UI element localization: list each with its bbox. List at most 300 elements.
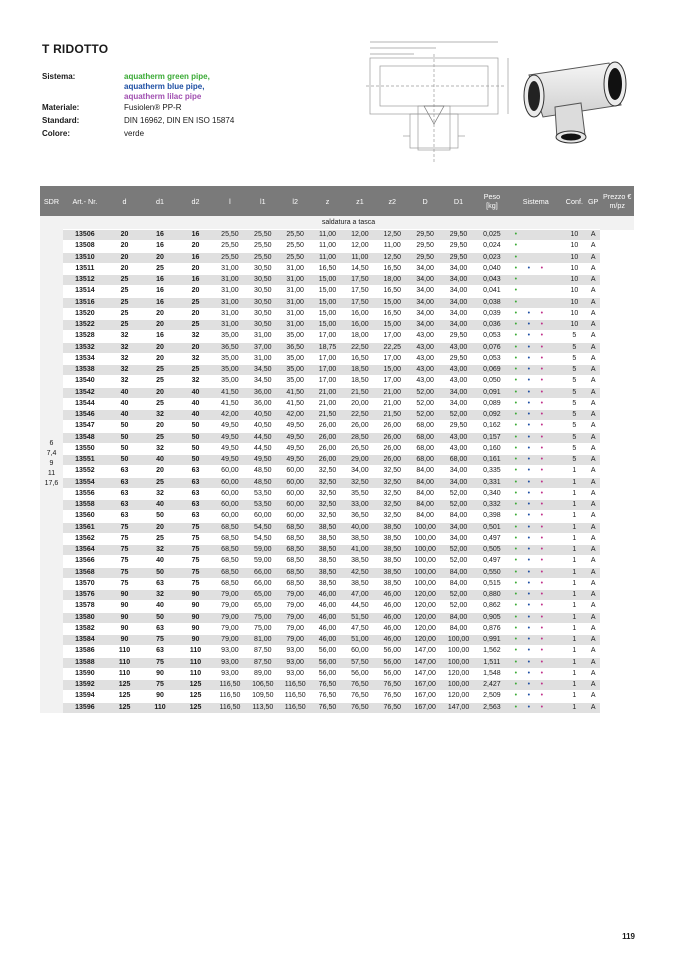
cell: 100,00 <box>408 522 441 533</box>
cell: 56,00 <box>376 657 408 668</box>
cell: 13548 <box>63 432 107 443</box>
cell: 29,00 <box>344 455 376 466</box>
blue-dot: • <box>527 343 531 351</box>
cell: 1 <box>563 635 586 646</box>
cell: 76,50 <box>376 702 408 713</box>
cell: 32,50 <box>376 488 408 499</box>
cell: 0,162 <box>475 421 508 432</box>
cell: 50 <box>178 421 213 432</box>
cell: 125 <box>178 702 213 713</box>
cell: 32 <box>107 353 142 364</box>
cell: 13562 <box>63 533 107 544</box>
cell: 13561 <box>63 522 107 533</box>
header-10: z2 <box>376 186 408 216</box>
cell: 1 <box>563 668 586 679</box>
cell: 0,505 <box>475 545 508 556</box>
cell: 31,00 <box>247 331 279 342</box>
table-row <box>40 500 634 511</box>
cell: 31,00 <box>213 297 246 308</box>
lilac-dot: • <box>540 264 544 272</box>
cell: 0,332 <box>475 500 508 511</box>
cell: 13544 <box>63 398 107 409</box>
lilac-dot: • <box>540 669 544 677</box>
cell: 120,00 <box>408 601 441 612</box>
cell: 68,50 <box>213 533 246 544</box>
table-row <box>40 635 634 646</box>
cell: 11,00 <box>376 241 408 252</box>
table-row <box>40 567 634 578</box>
cell: A <box>586 500 601 511</box>
system-dots <box>509 252 563 263</box>
system-dots <box>509 398 563 409</box>
cell: 1 <box>563 556 586 567</box>
sdr-value: 11 <box>47 470 56 478</box>
cell: 38,50 <box>376 556 408 567</box>
cell: 25,50 <box>213 230 246 241</box>
cell: 60,00 <box>213 511 246 522</box>
lilac-dot: • <box>540 422 544 430</box>
cell: A <box>586 635 601 646</box>
lilac-dot: • <box>540 647 544 655</box>
lilac-dot: • <box>540 703 544 711</box>
table-row <box>40 668 634 679</box>
cell: A <box>586 387 601 398</box>
cell: 110 <box>107 646 142 657</box>
cell: 5 <box>563 421 586 432</box>
cell: 13552 <box>63 466 107 477</box>
cell: 31,00 <box>279 297 311 308</box>
cell: 1 <box>563 702 586 713</box>
cell: 17,00 <box>311 331 343 342</box>
cell: A <box>586 556 601 567</box>
cell: 25 <box>142 376 177 387</box>
cell: 76,50 <box>311 702 343 713</box>
cell: 68,50 <box>213 522 246 533</box>
cell: 0,905 <box>475 612 508 623</box>
cell: 30,50 <box>247 275 279 286</box>
table-row <box>40 702 634 713</box>
cell: 0,161 <box>475 455 508 466</box>
green-dot: • <box>514 231 518 239</box>
system-dots <box>509 488 563 499</box>
cell: 30,50 <box>247 320 279 331</box>
cell: 100,00 <box>442 680 475 691</box>
cell: 21,00 <box>311 398 343 409</box>
standard-value: DIN 16962, DIN EN ISO 15874 <box>124 116 235 125</box>
system-dots <box>509 702 563 713</box>
cell: 46,00 <box>311 635 343 646</box>
table-row <box>40 320 634 331</box>
cell: 52,00 <box>442 488 475 499</box>
cell: A <box>586 533 601 544</box>
cell: 29,50 <box>408 252 441 263</box>
lilac-dot: • <box>540 602 544 610</box>
cell: 34,00 <box>408 320 441 331</box>
green-dot: • <box>514 298 518 306</box>
cell: 13590 <box>63 668 107 679</box>
cell: 120,00 <box>408 590 441 601</box>
cell: 52,00 <box>408 398 441 409</box>
header-7: l2 <box>279 186 311 216</box>
cell: 63 <box>178 477 213 488</box>
blue-dot: • <box>527 501 531 509</box>
blue-dot: • <box>527 366 531 374</box>
cell: 32 <box>107 376 142 387</box>
cell: 13540 <box>63 376 107 387</box>
green-dot: • <box>514 692 518 700</box>
cell: 35,50 <box>344 488 376 499</box>
cell: 10 <box>563 320 586 331</box>
cell: 16 <box>178 230 213 241</box>
cell: 46,00 <box>376 601 408 612</box>
table-row <box>40 533 634 544</box>
cell: 0,091 <box>475 387 508 398</box>
cell: 20 <box>142 252 177 263</box>
system-dots <box>509 590 563 601</box>
cell: 25 <box>107 297 142 308</box>
lilac-dot: • <box>540 399 544 407</box>
cell: 20 <box>142 522 177 533</box>
cell: 5 <box>563 432 586 443</box>
green-dot: • <box>514 703 518 711</box>
cell: 13542 <box>63 387 107 398</box>
cell: 13564 <box>63 545 107 556</box>
cell: 13554 <box>63 477 107 488</box>
table-row <box>40 623 634 634</box>
cell: 15,00 <box>311 275 343 286</box>
cell: 29,50 <box>408 241 441 252</box>
cell: 90 <box>107 635 142 646</box>
cell: 38,50 <box>344 533 376 544</box>
cell: 68,00 <box>408 432 441 443</box>
green-dot: • <box>514 523 518 531</box>
cell: 29,50 <box>442 252 475 263</box>
cell: A <box>586 432 601 443</box>
cell: 43,00 <box>442 365 475 376</box>
cell: A <box>586 511 601 522</box>
blue-dot: • <box>527 309 531 317</box>
green-dot: • <box>514 242 518 250</box>
cell: A <box>586 365 601 376</box>
cell: 26,00 <box>376 455 408 466</box>
cell: 60,00 <box>247 511 279 522</box>
cell: 75 <box>107 567 142 578</box>
cell: 110 <box>178 668 213 679</box>
cell: 0,053 <box>475 331 508 342</box>
cell: A <box>586 477 601 488</box>
cell: 1 <box>563 466 586 477</box>
lilac-dot: • <box>540 388 544 396</box>
cell: 32 <box>142 545 177 556</box>
cell: 116,50 <box>213 680 246 691</box>
cell: 25,50 <box>279 230 311 241</box>
cell: 13511 <box>63 263 107 274</box>
cell: 93,00 <box>279 657 311 668</box>
cell: 13520 <box>63 308 107 319</box>
table-row <box>40 443 634 454</box>
cell: 84,00 <box>408 511 441 522</box>
lilac-dot: • <box>540 523 544 531</box>
cell: 44,50 <box>247 443 279 454</box>
cell: 76,50 <box>344 691 376 702</box>
sdr-cell <box>40 216 63 713</box>
cell: 76,50 <box>376 691 408 702</box>
table-row <box>40 488 634 499</box>
lilac-dot: • <box>540 624 544 632</box>
table-row <box>40 556 634 567</box>
cell: 59,00 <box>247 556 279 567</box>
header-0: SDR <box>40 186 63 216</box>
cell: 17,00 <box>311 365 343 376</box>
cell: 42,00 <box>213 410 246 421</box>
cell: 60,00 <box>279 488 311 499</box>
cell: 13514 <box>63 286 107 297</box>
cell: 11,00 <box>344 252 376 263</box>
cell: 36,00 <box>247 387 279 398</box>
blue-dot: • <box>527 456 531 464</box>
cell: 50 <box>107 421 142 432</box>
cell: 0,340 <box>475 488 508 499</box>
cell: 34,00 <box>408 297 441 308</box>
cell: 90 <box>107 601 142 612</box>
cell: 75 <box>178 578 213 589</box>
cell: 120,00 <box>408 635 441 646</box>
system-dots <box>509 342 563 353</box>
cell: A <box>586 331 601 342</box>
cell: 44,50 <box>344 601 376 612</box>
green-dot: • <box>514 411 518 419</box>
cell: 34,00 <box>408 263 441 274</box>
cell: 25 <box>142 263 177 274</box>
cell: 66,00 <box>247 578 279 589</box>
system-dots <box>509 443 563 454</box>
cell: 5 <box>563 398 586 409</box>
blue-dot: • <box>527 636 531 644</box>
cell: 50 <box>142 567 177 578</box>
cell: 32 <box>142 488 177 499</box>
cell: 93,00 <box>279 668 311 679</box>
cell: 5 <box>563 365 586 376</box>
system-dots <box>509 230 563 241</box>
blue-dot: • <box>527 478 531 486</box>
blue-dot: • <box>527 354 531 362</box>
cell: 13551 <box>63 455 107 466</box>
cell: 60,00 <box>213 500 246 511</box>
sdr-value: 9 <box>49 460 54 468</box>
cell: 90 <box>178 623 213 634</box>
cell: 0,041 <box>475 286 508 297</box>
cell: 32,50 <box>311 511 343 522</box>
cell: 13578 <box>63 601 107 612</box>
cell: 25,50 <box>213 252 246 263</box>
blue-dot: • <box>527 568 531 576</box>
cell: 52,00 <box>442 410 475 421</box>
cell: 63 <box>142 578 177 589</box>
cell: 40,50 <box>247 421 279 432</box>
cell: 35,00 <box>279 365 311 376</box>
system-dots <box>509 533 563 544</box>
cell: 50 <box>107 432 142 443</box>
cell: 35,00 <box>213 365 246 376</box>
blue-dot: • <box>527 669 531 677</box>
cell: 46,00 <box>311 601 343 612</box>
cell: 63 <box>107 466 142 477</box>
cell: 90 <box>142 691 177 702</box>
cell: 49,50 <box>279 432 311 443</box>
cell: 2,427 <box>475 680 508 691</box>
cell: 11,00 <box>311 230 343 241</box>
cell: 60,00 <box>213 488 246 499</box>
cell: 87,50 <box>247 646 279 657</box>
cell: 16,50 <box>376 286 408 297</box>
cell: 42,50 <box>344 567 376 578</box>
cell: 32 <box>142 590 177 601</box>
table-row <box>40 511 634 522</box>
cell: 49,50 <box>279 421 311 432</box>
green-dot: • <box>514 658 518 666</box>
cell: 15,00 <box>376 320 408 331</box>
cell: 0,039 <box>475 308 508 319</box>
cell: 43,00 <box>442 376 475 387</box>
cell: A <box>586 443 601 454</box>
cell: 13528 <box>63 331 107 342</box>
cell: 34,00 <box>408 275 441 286</box>
cell: 120,00 <box>408 623 441 634</box>
cell: 31,00 <box>279 320 311 331</box>
system-blue: aquatherm blue pipe, <box>124 82 205 91</box>
cell: 68,50 <box>279 556 311 567</box>
cell: 100,00 <box>408 545 441 556</box>
cell: 13512 <box>63 275 107 286</box>
cell: A <box>586 691 601 702</box>
green-dot: • <box>514 422 518 430</box>
system-dots <box>509 567 563 578</box>
cell: 63 <box>107 488 142 499</box>
lilac-dot: • <box>540 501 544 509</box>
cell: 20 <box>178 241 213 252</box>
blue-dot: • <box>527 264 531 272</box>
cell: 20 <box>178 308 213 319</box>
cell: 38,50 <box>344 578 376 589</box>
cell: 68,00 <box>408 421 441 432</box>
cell: 16,50 <box>376 263 408 274</box>
cell: 36,50 <box>279 342 311 353</box>
blue-dot: • <box>527 602 531 610</box>
system-dots <box>509 500 563 511</box>
cell: 46,00 <box>376 612 408 623</box>
cell: A <box>586 297 601 308</box>
cell: 21,00 <box>376 398 408 409</box>
cell: 0,876 <box>475 623 508 634</box>
cell: 5 <box>563 342 586 353</box>
cell: 34,00 <box>408 308 441 319</box>
cell: A <box>586 342 601 353</box>
cell: 63 <box>178 488 213 499</box>
cell: 26,00 <box>311 443 343 454</box>
cell: 21,50 <box>376 410 408 421</box>
cell: 100,00 <box>442 646 475 657</box>
cell: 49,50 <box>213 432 246 443</box>
system-dots <box>509 691 563 702</box>
cell: 34,50 <box>247 376 279 387</box>
cell: 20 <box>142 421 177 432</box>
table-row <box>40 398 634 409</box>
table-row <box>40 365 634 376</box>
cell: 31,00 <box>279 308 311 319</box>
cell: 20 <box>107 252 142 263</box>
table-row <box>40 241 634 252</box>
cell: 34,00 <box>442 308 475 319</box>
header-16: GP <box>586 186 601 216</box>
table-row <box>40 387 634 398</box>
green-dot: • <box>514 253 518 261</box>
cell: 29,50 <box>442 241 475 252</box>
cell: 47,50 <box>344 623 376 634</box>
table-row <box>40 342 634 353</box>
green-dot: • <box>514 388 518 396</box>
green-dot: • <box>514 321 518 329</box>
cell: 29,50 <box>442 353 475 364</box>
cell: A <box>586 252 601 263</box>
cell: A <box>586 578 601 589</box>
cell: 54,50 <box>247 522 279 533</box>
system-dots <box>509 331 563 342</box>
blue-dot: • <box>527 681 531 689</box>
cell: 18,50 <box>344 365 376 376</box>
cell: 0,550 <box>475 567 508 578</box>
cell: 1 <box>563 578 586 589</box>
cell: A <box>586 567 601 578</box>
system-dots <box>509 635 563 646</box>
system-dots <box>509 387 563 398</box>
cell: 13506 <box>63 230 107 241</box>
cell: 41,00 <box>344 545 376 556</box>
cell: A <box>586 230 601 241</box>
cell: 75 <box>107 522 142 533</box>
cell: 0,036 <box>475 320 508 331</box>
cell: A <box>586 668 601 679</box>
cell: 54,50 <box>247 533 279 544</box>
cell: 25 <box>178 297 213 308</box>
cell: 75 <box>142 635 177 646</box>
table-row <box>40 230 634 241</box>
cell: 106,50 <box>247 680 279 691</box>
blue-dot: • <box>527 388 531 396</box>
cell: 50 <box>178 432 213 443</box>
product-table <box>40 186 634 713</box>
product-specs <box>42 72 234 142</box>
system-dots <box>509 432 563 443</box>
cell: 17,50 <box>344 297 376 308</box>
green-dot: • <box>514 276 518 284</box>
cell: 116,50 <box>279 691 311 702</box>
cell: 13534 <box>63 353 107 364</box>
cell: 79,00 <box>213 590 246 601</box>
header-6: l1 <box>247 186 279 216</box>
green-dot: • <box>514 636 518 644</box>
cell: 49,50 <box>213 421 246 432</box>
cell: 25 <box>107 320 142 331</box>
cell: 84,00 <box>408 466 441 477</box>
cell: 13576 <box>63 590 107 601</box>
cell: 100,00 <box>408 567 441 578</box>
table-row <box>40 466 634 477</box>
blue-dot: • <box>527 377 531 385</box>
table-row <box>40 646 634 657</box>
cell: 48,50 <box>247 477 279 488</box>
cell: 63 <box>178 466 213 477</box>
blue-dot: • <box>527 579 531 587</box>
